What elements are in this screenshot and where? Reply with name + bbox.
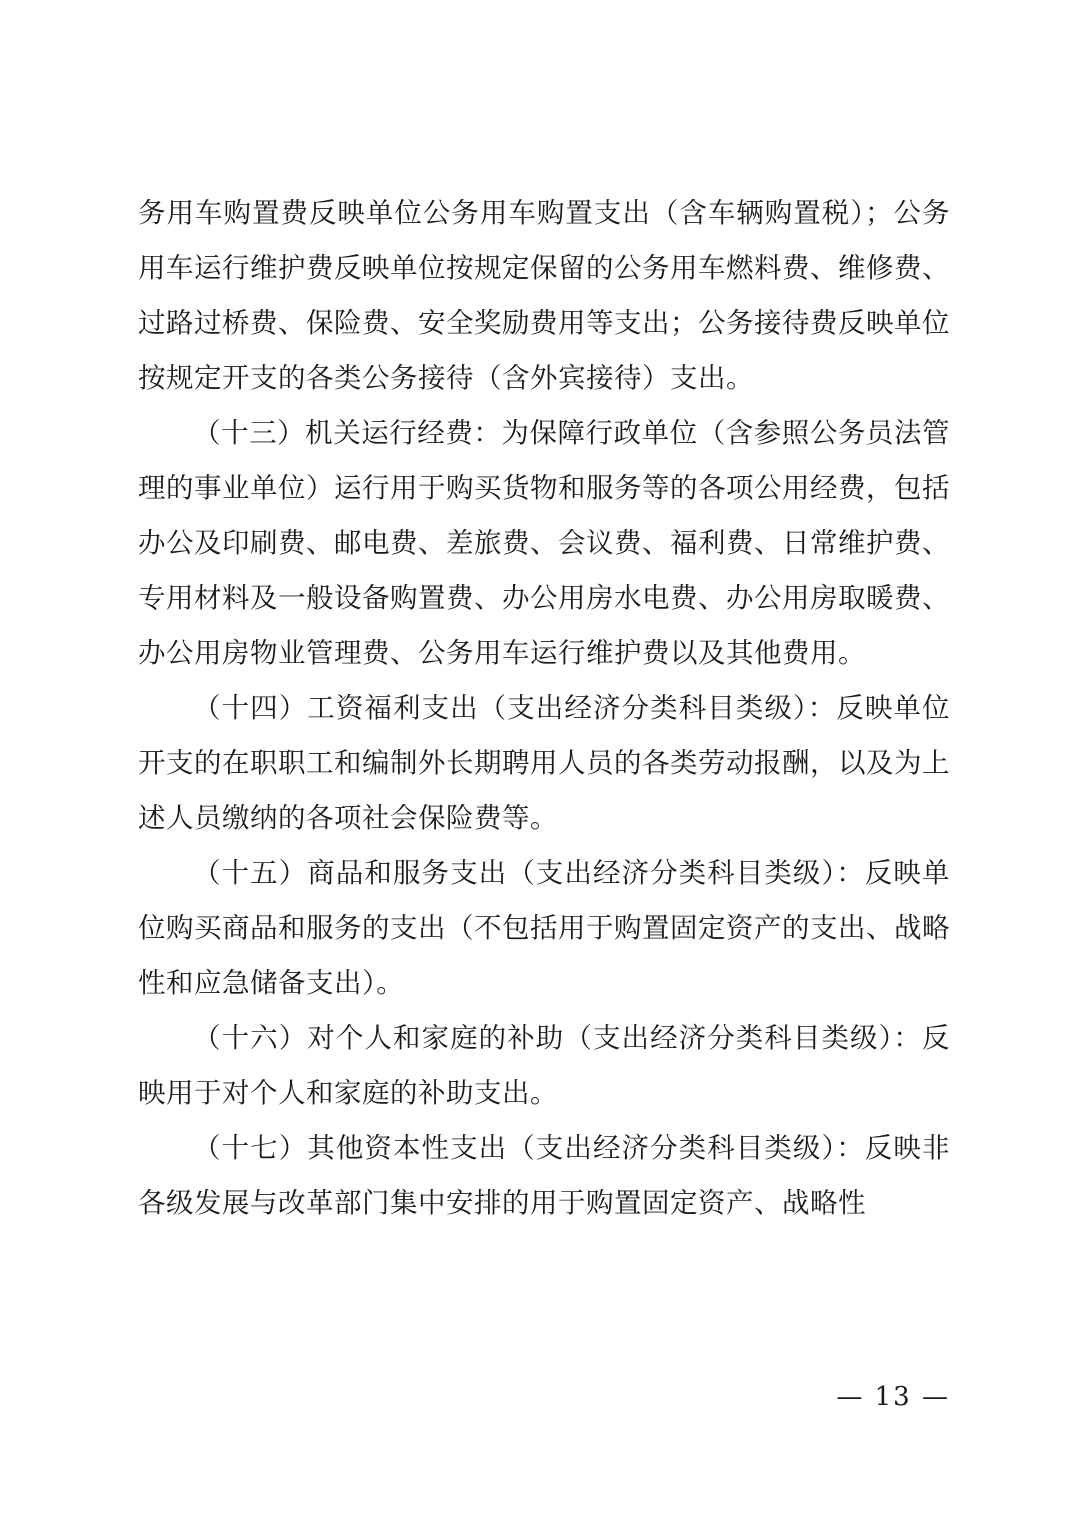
paragraph-item-15: （十五）商品和服务支出（支出经济分类科目类级）：反映单位购买商品和服务的支出（不包括用于购置固定资产的支出、战略性和应急储备支出）。 bbox=[138, 857, 950, 999]
paragraph-item-13: （十三）机关运行经费：为保障行政单位（含参照公务员法管理的事业单位）运行用于购买货物和服务等的各项公用经费，包括办公及印刷费、邮电费、差旅费、会议费、福利费、日常维护费、专用材料及一般设备购置费、办公用房水电费、办公用房取暖费、办公用房物业管理费、公务用车运行维护费以及其他费用。 bbox=[138, 417, 950, 669]
paragraph-item-16: （十六）对个人和家庭的补助（支出经济分类科目类级）：反映用于对个人和家庭的补助支出。 bbox=[138, 1022, 950, 1109]
paragraph-continued-vehicle-expenses: 务用车购置费反映单位公务用车购置支出（含车辆购置税）；公务用车运行维护费反映单位按规定保留的公务用车燃料费、维修费、过路过桥费、保险费、安全奖励费用等支出；公务接待费反映单位按规定开支的各类公务接待（含外宾接待）支出。 bbox=[138, 197, 950, 394]
paragraph-item-14: （十四）工资福利支出（支出经济分类科目类级）：反映单位开支的在职职工和编制外长期聘用人员的各类劳动报酬，以及为上述人员缴纳的各项社会保险费等。 bbox=[138, 692, 950, 834]
page-body bbox=[138, 186, 950, 1231]
page-number: — 13 — bbox=[836, 1382, 950, 1412]
paragraph-item-17: （十七）其他资本性支出（支出经济分类科目类级）：反映非各级发展与改革部门集中安排的用于购置固定资产、战略性 bbox=[138, 1132, 950, 1219]
